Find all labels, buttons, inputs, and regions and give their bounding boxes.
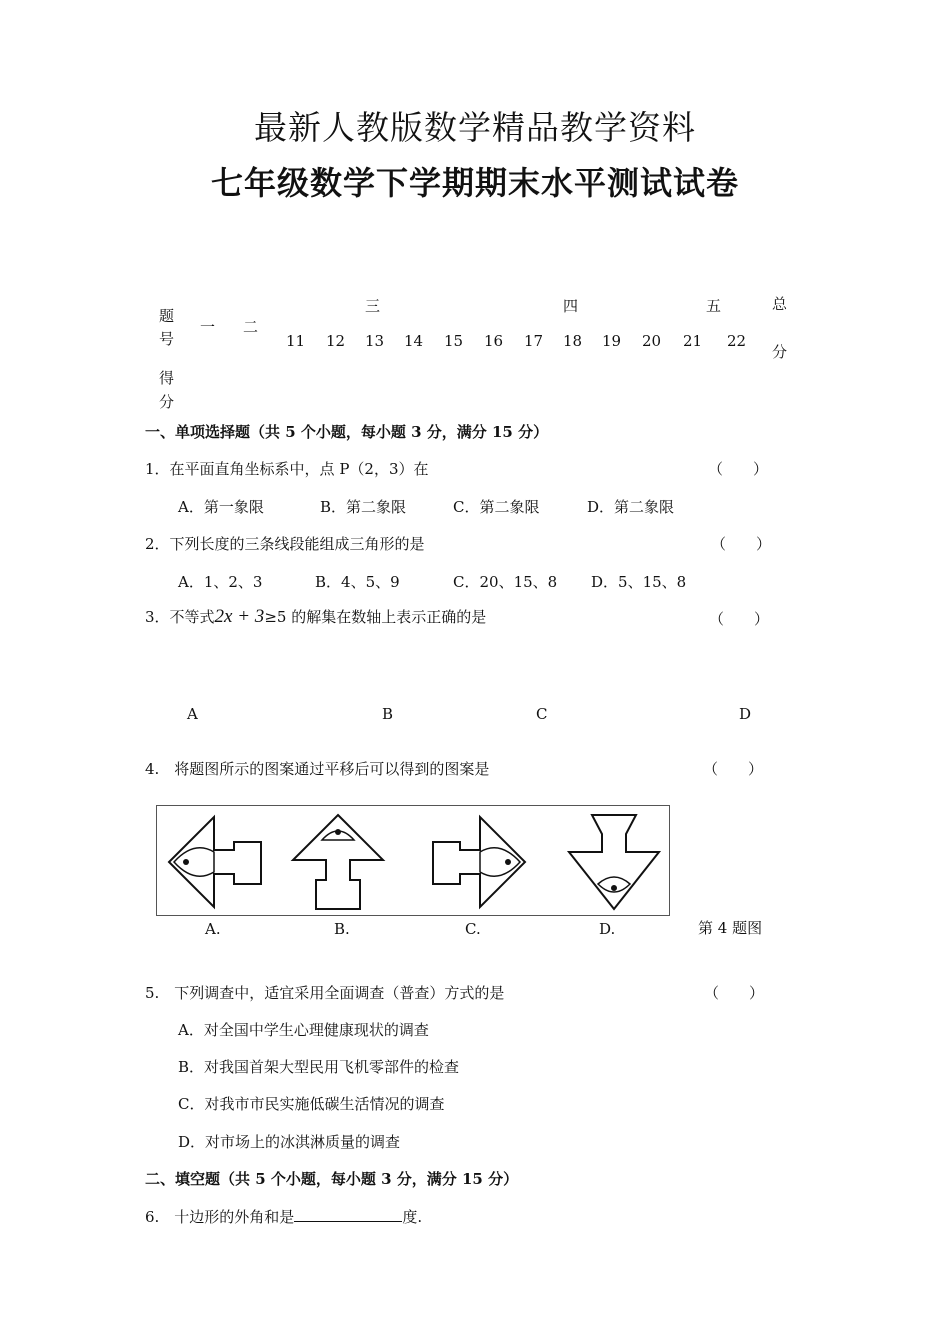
row-label-defen-2: 分	[159, 393, 175, 411]
col-header-1: 一	[200, 318, 216, 336]
q3-stem	[145, 606, 486, 628]
q1-option-c[interactable]: C．第二象限	[453, 498, 540, 516]
fish-figure-c[interactable]	[430, 812, 530, 912]
q2-option-a[interactable]: A．1、2、3	[178, 573, 263, 591]
q4-option-c[interactable]: C.	[465, 920, 481, 938]
q4-option-b[interactable]: B.	[334, 920, 350, 938]
col-header-2: 二	[243, 318, 259, 336]
col-group-5: 五	[706, 297, 722, 315]
q3-option-b[interactable]: B	[382, 705, 394, 723]
q5-option-a[interactable]: A．对全国中学生心理健康现状的调查	[178, 1021, 429, 1039]
question-number: 12	[326, 332, 346, 350]
question-number: 13	[365, 332, 385, 350]
fish-figure-a[interactable]	[164, 812, 264, 912]
q5-option-c[interactable]: C．对我市市民实施低碳生活情况的调查	[178, 1095, 445, 1113]
q2-option-b[interactable]: B．4、5、9	[315, 573, 400, 591]
question-number: 14	[404, 332, 424, 350]
q3-option-a[interactable]: A	[187, 705, 198, 723]
question-number: 11	[286, 332, 306, 350]
question-number: 22	[727, 332, 747, 350]
q6-stem	[145, 1206, 422, 1227]
q2-stem: 2．下列长度的三条线段能组成三角形的是	[145, 535, 425, 553]
exam-title: 七年级数学下学期期末水平测试试卷	[210, 164, 739, 202]
total-label-1: 总	[772, 295, 788, 313]
q4-stem: 4. 将题图所示的图案通过平移后可以得到的图案是	[145, 760, 490, 778]
q3-inequality-expression: 2x + 3	[214, 606, 265, 627]
q5-option-d[interactable]: D．对市场上的冰淇淋质量的调查	[178, 1133, 401, 1151]
fish-figure-d[interactable]	[564, 812, 664, 912]
q6-suffix: 度.	[402, 1208, 423, 1226]
q3-answer-bracket[interactable]: （ ）	[709, 610, 770, 628]
question-number: 16	[484, 332, 504, 350]
q1-option-b[interactable]: B．第二象限	[320, 498, 407, 516]
question-number: 18	[563, 332, 583, 350]
q1-answer-bracket[interactable]: （ ）	[708, 460, 769, 478]
q5-option-b[interactable]: B．对我国首架大型民用飞机零部件的检查	[178, 1058, 460, 1076]
question-number: 17	[524, 332, 544, 350]
q3-prefix: 3．不等式	[145, 608, 215, 626]
question-number: 19	[602, 332, 622, 350]
q4-option-a[interactable]: A.	[205, 920, 221, 938]
total-label-2: 分	[772, 343, 788, 361]
q2-option-d[interactable]: D．5、15、8	[591, 573, 687, 591]
q3-suffix: ≥5 的解集在数轴上表示正确的是	[264, 608, 487, 626]
q1-option-d[interactable]: D．第二象限	[587, 498, 675, 516]
q1-stem: 1．在平面直角坐标系中，点 P（2，3）在	[145, 460, 429, 478]
q5-stem: 5. 下列调查中，适宜采用全面调查（普查）方式的是	[145, 984, 505, 1002]
q6-prefix: 6. 十边形的外角和是	[145, 1208, 295, 1226]
q4-answer-bracket[interactable]: （ ）	[703, 760, 764, 778]
q3-option-c[interactable]: C	[536, 705, 548, 723]
question-number: 21	[683, 332, 703, 350]
q2-option-c[interactable]: C．20、15、8	[453, 573, 558, 591]
q3-option-d[interactable]: D	[739, 705, 752, 723]
q1-option-a[interactable]: A．第一象限	[178, 498, 264, 516]
col-group-3: 三	[365, 297, 381, 315]
fish-figure-b[interactable]	[288, 812, 388, 912]
row-label-defen-1: 得	[159, 369, 175, 387]
col-group-4: 四	[563, 297, 579, 315]
q4-figure-caption: 第 4 题图	[698, 919, 763, 937]
q2-answer-bracket[interactable]: （ ）	[711, 535, 772, 553]
q6-answer-blank[interactable]	[294, 1207, 402, 1222]
question-number: 15	[444, 332, 464, 350]
q4-option-d[interactable]: D.	[599, 920, 616, 938]
section-heading-fill-blank: 二、填空题（共 5 个小题，每小题 3 分，满分 15 分）	[145, 1170, 519, 1188]
question-number: 20	[642, 332, 662, 350]
row-label-tihao-2: 号	[159, 330, 175, 348]
page-title: 最新人教版数学精品教学资料	[254, 108, 696, 147]
row-label-tihao-1: 题	[159, 307, 175, 325]
section-heading-choice: 一、单项选择题（共 5 个小题，每小题 3 分，满分 15 分）	[145, 423, 549, 441]
q5-answer-bracket[interactable]: （ ）	[704, 984, 765, 1002]
